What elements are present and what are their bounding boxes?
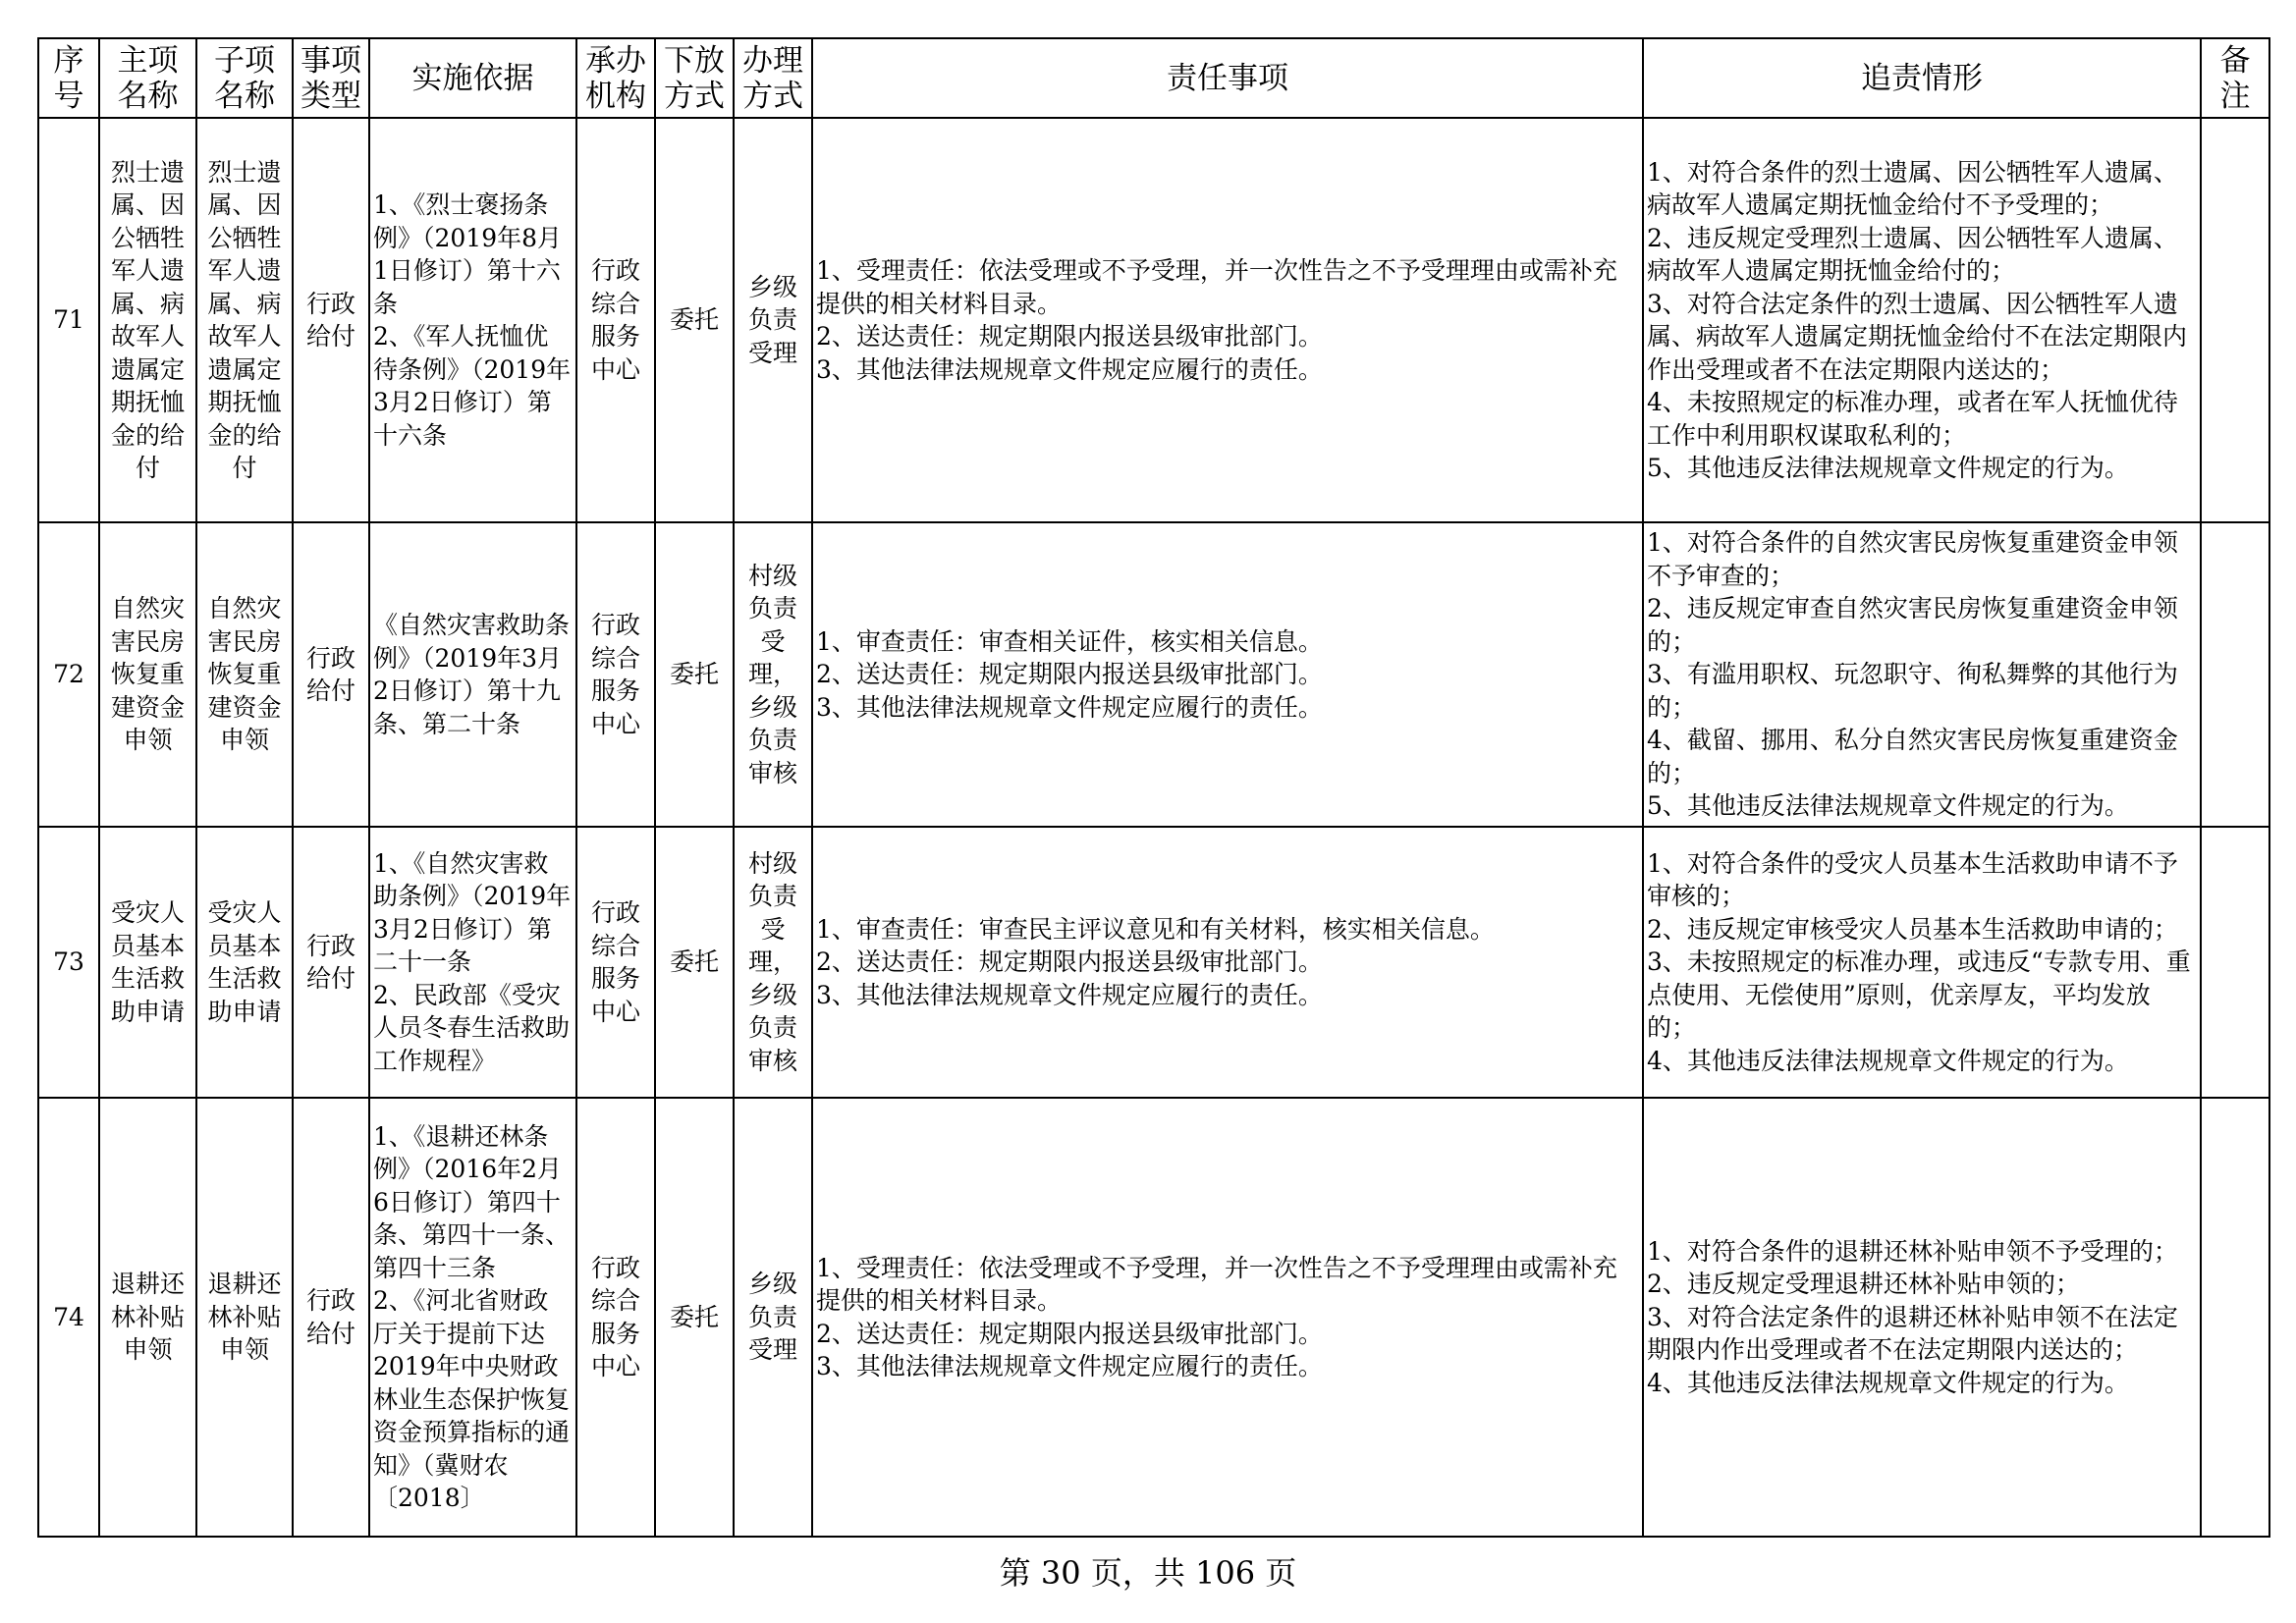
cell-seq: 72 — [38, 522, 99, 827]
cell-sub-item: 烈士遗属、因公牺牲军人遗属、病故军人遗属定期抚恤金的给付 — [196, 118, 293, 522]
cell-main-item: 受灾人员基本生活救助申请 — [99, 827, 196, 1098]
cell-responsibility: 1、审查责任：审查相关证件，核实相关信息。 2、送达责任：规定期限内报送县级审批部门。 3、其他法律法规规章文件规定应履行的责任。 — [812, 522, 1643, 827]
cell-org: 行政综合服务中心 — [576, 522, 655, 827]
cell-type: 行政给付 — [293, 522, 369, 827]
header-accountability: 追责情形 — [1643, 38, 2201, 118]
header-sub-item: 子项 名称 — [196, 38, 293, 118]
cell-delegation: 委托 — [655, 827, 734, 1098]
cell-main-item: 烈士遗属、因公牺牲军人遗属、病故军人遗属定期抚恤金的给付 — [99, 118, 196, 522]
cell-delegation: 委托 — [655, 118, 734, 522]
header-basis: 实施依据 — [369, 38, 576, 118]
responsibility-table — [37, 37, 2270, 1538]
table-row — [38, 827, 2269, 1098]
cell-type: 行政给付 — [293, 1098, 369, 1537]
cell-handling: 村级负责受理，乡级负责审核 — [734, 827, 812, 1098]
cell-org: 行政综合服务中心 — [576, 1098, 655, 1537]
cell-sub-item: 受灾人员基本生活救助申请 — [196, 827, 293, 1098]
header-type: 事项 类型 — [293, 38, 369, 118]
cell-remarks — [2201, 522, 2269, 827]
cell-remarks — [2201, 1098, 2269, 1537]
cell-responsibility: 1、审查责任：审查民主评议意见和有关材料，核实相关信息。 2、送达责任：规定期限内报送县级审批部门。 3、其他法律法规规章文件规定应履行的责任。 — [812, 827, 1643, 1098]
header-handling: 办理 方式 — [734, 38, 812, 118]
cell-accountability: 1、对符合条件的自然灾害民房恢复重建资金申领不予审查的； 2、违反规定审查自然灾害民房恢复重建资金申领的； 3、有滥用职权、玩忽职守、徇私舞弊的其他行为的； 4、截留、挪用、私分自然灾害民房恢复重建资金的； 5、其他违反法律法规规章文件规定的行为。 — [1643, 522, 2201, 827]
cell-handling: 乡级负责受理 — [734, 118, 812, 522]
cell-handling: 村级负责受理，乡级负责审核 — [734, 522, 812, 827]
cell-basis: 1、《自然灾害救助条例》（2019年3月2日修订）第二十一条 2、民政部《受灾人员冬春生活救助工作规程》 — [369, 827, 576, 1098]
cell-type: 行政给付 — [293, 118, 369, 522]
cell-org: 行政综合服务中心 — [576, 118, 655, 522]
cell-sub-item: 退耕还林补贴申领 — [196, 1098, 293, 1537]
cell-responsibility: 1、受理责任：依法受理或不予受理，并一次性告之不予受理理由或需补充提供的相关材料目录。 2、送达责任：规定期限内报送县级审批部门。 3、其他法律法规规章文件规定应履行的责任。 — [812, 118, 1643, 522]
cell-sub-item: 自然灾害民房恢复重建资金申领 — [196, 522, 293, 827]
cell-main-item: 退耕还林补贴申领 — [99, 1098, 196, 1537]
header-row — [38, 38, 2269, 118]
header-responsibility: 责任事项 — [812, 38, 1643, 118]
cell-responsibility: 1、受理责任：依法受理或不予受理，并一次性告之不予受理理由或需补充提供的相关材料目录。 2、送达责任：规定期限内报送县级审批部门。 3、其他法律法规规章文件规定应履行的责任。 — [812, 1098, 1643, 1537]
cell-handling: 乡级负责受理 — [734, 1098, 812, 1537]
cell-basis: 1、《退耕还林条例》（2016年2月6日修订）第四十条、第四十一条、第四十三条 2、《河北省财政厅关于提前下达2019年中央财政林业生态保护恢复资金预算指标的通知》（冀财农〔2018〕 — [369, 1098, 576, 1537]
cell-basis: 《自然灾害救助条例》（2019年3月2日修订）第十九条、第二十条 — [369, 522, 576, 827]
cell-type: 行政给付 — [293, 827, 369, 1098]
cell-seq: 74 — [38, 1098, 99, 1537]
table-row — [38, 1098, 2269, 1537]
cell-basis: 1、《烈士褒扬条例》（2019年8月1日修订）第十六条 2、《军人抚恤优待条例》（2019年3月2日修订）第十六条 — [369, 118, 576, 522]
table-row — [38, 118, 2269, 522]
header-seq: 序 号 — [38, 38, 99, 118]
cell-accountability: 1、对符合条件的烈士遗属、因公牺牲军人遗属、病故军人遗属定期抚恤金给付不予受理的； 2、违反规定受理烈士遗属、因公牺牲军人遗属、病故军人遗属定期抚恤金给付的； 3、对符合法定条件的烈士遗属、因公牺牲军人遗属、病故军人遗属定期抚恤金给付不在法定期限内作出受理或者不在法定期限内送达的； 4、未按照规定的标准办理，或者在军人抚恤优待工作中利用职权谋取私利的； 5、其他违反法律法规规章文件规定的行为。 — [1643, 118, 2201, 522]
header-org: 承办 机构 — [576, 38, 655, 118]
cell-org: 行政综合服务中心 — [576, 827, 655, 1098]
cell-seq: 71 — [38, 118, 99, 522]
header-main-item: 主项 名称 — [99, 38, 196, 118]
cell-remarks — [2201, 118, 2269, 522]
cell-seq: 73 — [38, 827, 99, 1098]
cell-accountability: 1、对符合条件的受灾人员基本生活救助申请不予审核的； 2、违反规定审核受灾人员基本生活救助申请的； 3、未按照规定的标准办理，或违反“专款专用、重点使用、无偿使用”原则，优亲厚友，平均发放的； 4、其他违反法律法规规章文件规定的行为。 — [1643, 827, 2201, 1098]
page-number: 第 30 页，共 106 页 — [999, 1554, 1297, 1592]
header-remarks: 备 注 — [2201, 38, 2269, 118]
cell-accountability: 1、对符合条件的退耕还林补贴申领不予受理的； 2、违反规定受理退耕还林补贴申领的； 3、对符合法定条件的退耕还林补贴申领不在法定期限内作出受理或者不在法定期限内送达的； 4、其他违反法律法规规章文件规定的行为。 — [1643, 1098, 2201, 1537]
cell-remarks — [2201, 827, 2269, 1098]
table-row — [38, 522, 2269, 827]
cell-main-item: 自然灾害民房恢复重建资金申领 — [99, 522, 196, 827]
cell-delegation: 委托 — [655, 1098, 734, 1537]
cell-delegation: 委托 — [655, 522, 734, 827]
header-delegation: 下放 方式 — [655, 38, 734, 118]
